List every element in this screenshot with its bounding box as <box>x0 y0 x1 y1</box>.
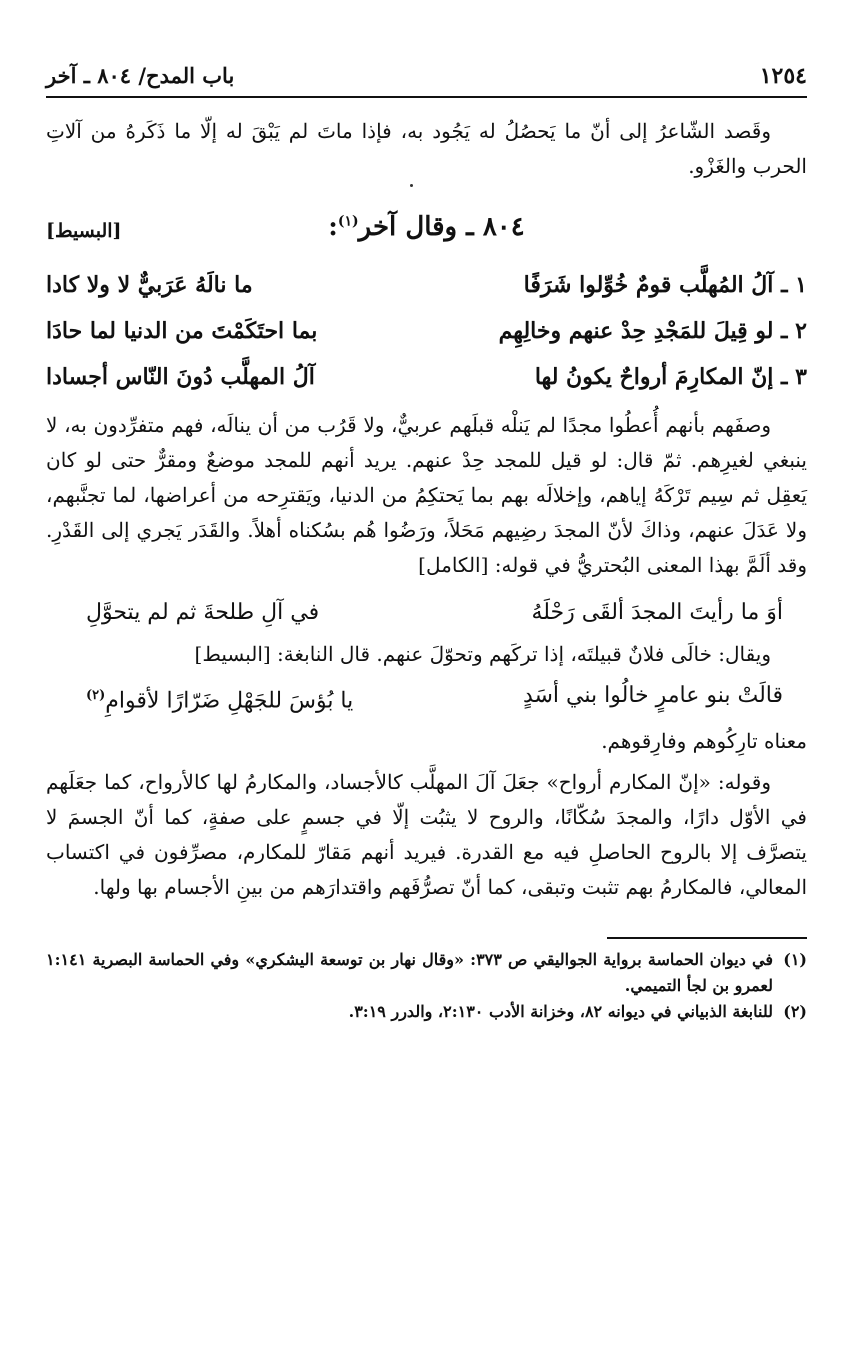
footnote-item <box>46 947 807 999</box>
verse-second-hemistich: بما احتَكَمْتَ من الدنيا لما حادَا <box>46 318 318 344</box>
poem-heading <box>46 206 807 256</box>
verse-second-hemistich: آلُ المهلَّب دُونَ النّاس أجسادا <box>46 364 315 390</box>
poem-title-text: ٨٠٤ ـ وقال آخر <box>358 212 525 242</box>
quoted-verse-buhturi <box>46 589 807 637</box>
verse-second-hemistich: ما نالَهُ عَرَبيٌّ لا ولا كادا <box>46 272 253 298</box>
footnotes <box>46 947 807 1025</box>
commentary-paragraph-3: معناه تارِكُوهم وفارِقوهم. <box>601 729 807 753</box>
quote-second-hemistich: في آلِ طلحةَ ثم لم يتحوَّلِ <box>86 600 320 625</box>
poem-title <box>46 212 807 242</box>
commentary-paragraph-2: ويقال: خالَى فلانٌ قبيلتَه، إذا تركَهم وتحوّلَ عنهم. قال النابغة: [البسيط] <box>194 642 771 666</box>
quote-footnote-mark[interactable]: (٢) <box>86 688 106 703</box>
commentary-paragraph-4: وقوله: «إنّ المكارم أرواح» جعَلَ آلَ المهلَّب كالأجساد، والمكارمُ لها كالأرواح، كما جعَلَهم في الأوّل دارًا، والمجدَ سُكّانًا، والروح لا يثبُت إلّا في جسمٍ على صفةٍ، كما أنّ الجسمَ لا يتصرَّف إلا بالروح الحاصلِ فيه مع القدرة. فيريد أنهم مَقارّ للمكارم، مصرِّفون في اكتساب المعالي، فالمكارمُ بهم تثبت وتبقى، كما أنّ تصرُّفَهم واقتدارَهم من بينِ الأجسام بها ولها. <box>46 770 807 899</box>
page-header <box>46 62 807 98</box>
poem-title-colon: : <box>328 212 338 242</box>
quote-second-hemistich <box>86 672 353 720</box>
verse-first-hemistich: ٢ ـ لو قِيلَ للمَجْدِ حِدْ عنهم وخالِهِم <box>498 318 807 344</box>
poem-meter: [البسيط] <box>46 220 122 242</box>
quote-first-hemistich: أوَ ما رأيتَ المجدَ ألقَى رَحْلَهُ <box>531 600 783 625</box>
quote-first-hemistich: قالَتْ بنو عامرٍ خالُوا بني أسَدٍ <box>522 683 783 708</box>
quote-second-text: يا بُؤسَ للجَهْلِ ضَرّارًا لأقوامِ <box>105 688 354 714</box>
footnote-number: (١) <box>783 950 807 969</box>
quoted-verse-nabigha <box>46 672 807 720</box>
footnote-text: في ديوان الحماسة برواية الجواليقي ص ٣٧٣: «وقال نهار بن توسعة اليشكري» وفي الحماسة البصرية ١:١٤١ لعمرو بن لجأ التميمي. <box>46 950 774 995</box>
verse-first-hemistich: ١ ـ آلُ المُهلَّب قومٌ خُوِّلوا شَرَفًا <box>523 272 807 298</box>
verse-line <box>46 308 807 354</box>
verse-first-hemistich: ٣ ـ إنّ المكارِمَ أرواحٌ يكونُ لها <box>534 364 807 390</box>
page-number: ١٢٥٤ <box>759 63 807 89</box>
commentary-paragraph-1: وصفَهم بأنهم أُعطُوا مجدًا لم يَنلْه قبلَهم عربيٌّ، ولا قَرُب من أن ينالَه، فهم متفرِّدون به، لا ينبغي لغيرِهم. ثمّ قال: لو قيل للمجد حِدْ عنهم. يريد أنهم للمجد موضعٌ ومقرٌّ حتى لو كان يَعقِل ثم سِيم تَرْكَهُ إياهم، وإخلالَه بهم بما يَحتكِمُ من الدنيا، ويَقترِحه من أعراضها، لما تجنَّبهم، ولا عَدَلَ عنهم، وذاكَ لأنّ المجدَ رضِيهم مَحَلاً، ورَضُوا هُم بسُكناه أهلاً. والقَدَر يَجري إلى القَدْرِ. وقد ألَمَّ بهذا المعنى البُحتريُّ في قوله: [الكامل] <box>46 413 807 577</box>
footnote-item <box>46 999 807 1025</box>
verse-line <box>46 354 807 400</box>
verse-line <box>46 262 807 308</box>
footnote-separator <box>607 937 807 939</box>
poem-footnote-mark[interactable]: (١) <box>337 213 359 230</box>
footnote-text: للنابغة الذبياني في ديوانه ٨٢، وخزانة الأدب ٢:١٣٠، والدرر ٣:١٩. <box>348 1002 773 1021</box>
print-speck <box>410 184 413 187</box>
intro-paragraph: وقَصد الشّاعرُ إلى أنّ ما يَحصُلُ له يَجُود به، فإذا ماتَ لم يَبْقَ له إلّا ما ذَكَرهُ من آلاتِ الحرب والغَزْو. <box>46 119 807 178</box>
footnote-number: (٢) <box>783 1002 807 1021</box>
running-title: باب المدح/ ٨٠٤ ـ آخر <box>46 63 235 88</box>
poem-verses <box>46 262 807 400</box>
